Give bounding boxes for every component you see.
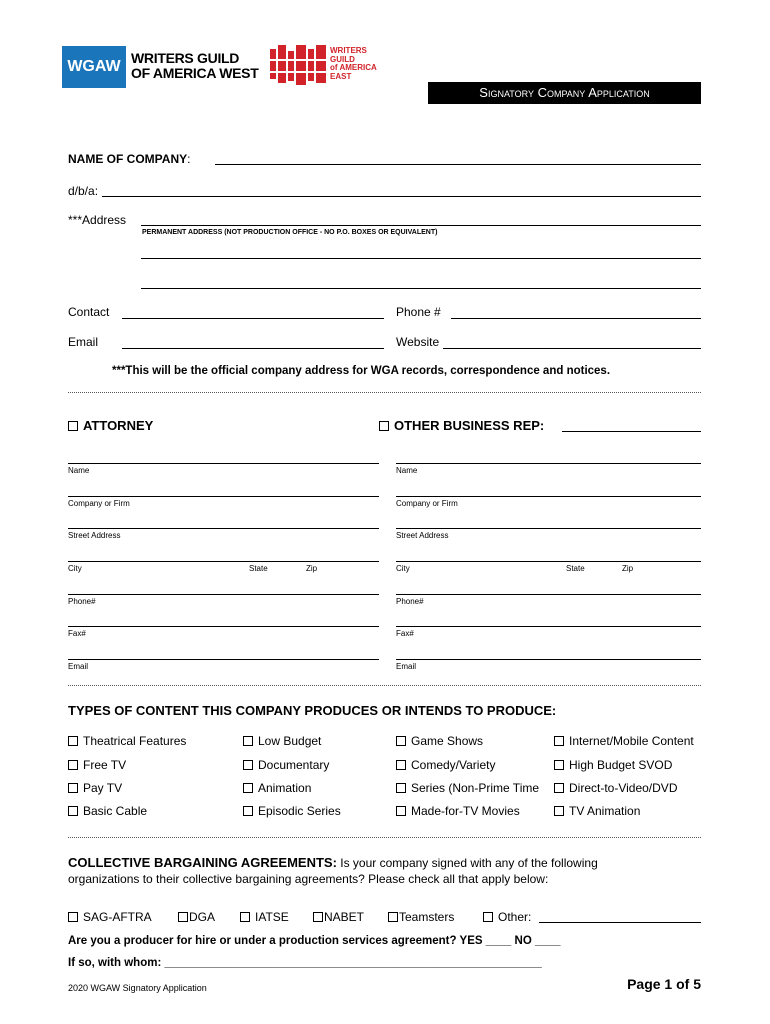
rep-city-field[interactable]	[396, 561, 701, 562]
rep-zip-label: Zip	[622, 564, 634, 573]
other-rep-heading[interactable]: OTHER BUSINESS REP:	[379, 418, 544, 433]
rep-phone-label: Phone#	[396, 597, 424, 606]
checkbox-icon[interactable]	[554, 760, 564, 770]
content-option-documentary[interactable]: Documentary	[243, 758, 329, 772]
wgae-logo-mark	[270, 45, 326, 85]
attorney-company-field[interactable]	[68, 496, 379, 497]
rep-city-label: City	[396, 564, 410, 573]
rep-company-label: Company or Firm	[396, 499, 458, 508]
content-option-comedy-variety[interactable]: Comedy/Variety	[396, 758, 495, 772]
checkbox-icon[interactable]	[178, 912, 188, 922]
website-label: Website	[396, 335, 440, 349]
checkbox-icon[interactable]	[243, 760, 253, 770]
email-field[interactable]	[122, 348, 384, 349]
attorney-city-label: City	[68, 564, 82, 573]
attorney-state-label: State	[249, 564, 268, 573]
attorney-city-field[interactable]	[68, 561, 379, 562]
content-option-episodic[interactable]: Episodic Series	[243, 804, 341, 818]
cba-option-other[interactable]: Other:	[483, 910, 531, 924]
dba-label: d/b/a:	[68, 184, 99, 198]
content-option-theatrical[interactable]: Theatrical Features	[68, 734, 186, 748]
cba-option-teamsters[interactable]: Teamsters	[388, 910, 454, 924]
checkbox-icon[interactable]	[379, 421, 389, 431]
cba-option-nabet[interactable]: NABET	[313, 910, 364, 924]
content-option-pay-tv[interactable]: Pay TV	[68, 781, 122, 795]
checkbox-icon[interactable]	[396, 736, 406, 746]
attorney-email-label: Email	[68, 662, 89, 671]
content-option-tv-animation[interactable]: TV Animation	[554, 804, 640, 818]
attorney-phone-field[interactable]	[68, 594, 379, 595]
checkbox-icon[interactable]	[554, 736, 564, 746]
attorney-fax-field[interactable]	[68, 626, 379, 627]
attorney-email-field[interactable]	[68, 659, 379, 660]
address-field-line2[interactable]	[141, 258, 701, 259]
wgaw-logo-text	[131, 51, 258, 81]
wgaw-logo-line1: WRITERS GUILD	[131, 50, 240, 66]
attorney-company-label: Company or Firm	[68, 499, 130, 508]
phone-field[interactable]	[451, 318, 701, 319]
wgae-logo-line: EAST	[330, 71, 352, 81]
checkbox-icon[interactable]	[483, 912, 493, 922]
attorney-name-field[interactable]	[68, 463, 379, 464]
checkbox-icon[interactable]	[68, 760, 78, 770]
rep-phone-field[interactable]	[396, 594, 701, 595]
cba-option-dga[interactable]: DGA	[178, 910, 215, 924]
checkbox-icon[interactable]	[388, 912, 398, 922]
checkbox-icon[interactable]	[243, 806, 253, 816]
content-types-heading: TYPES OF CONTENT THIS COMPANY PRODUCES OR INTENDS TO PRODUCE:	[68, 703, 557, 718]
dba-field[interactable]	[102, 196, 701, 197]
checkbox-icon[interactable]	[68, 783, 78, 793]
content-option-series-non-prime[interactable]: Series (Non-Prime Time	[396, 781, 539, 795]
rep-fax-label: Fax#	[396, 629, 414, 638]
rep-company-field[interactable]	[396, 496, 701, 497]
rep-street-field[interactable]	[396, 528, 701, 529]
wgae-logo-line: GUILD	[330, 54, 355, 64]
page-number: Page 1 of 5	[627, 976, 701, 992]
company-name-label: NAME OF COMPANY:	[68, 152, 191, 166]
checkbox-icon[interactable]	[396, 783, 406, 793]
content-option-direct-to-video[interactable]: Direct-to-Video/DVD	[554, 781, 677, 795]
rep-name-label: Name	[396, 466, 418, 475]
content-option-free-tv[interactable]: Free TV	[68, 758, 126, 772]
company-name-field[interactable]	[215, 164, 701, 165]
content-option-high-budget-svod[interactable]: High Budget SVOD	[554, 758, 672, 772]
section-divider	[68, 837, 701, 838]
section-divider	[68, 392, 701, 393]
address-field-line3[interactable]	[141, 288, 701, 289]
checkbox-icon[interactable]	[68, 736, 78, 746]
page-title: Signatory Company Application	[428, 82, 701, 104]
rep-email-field[interactable]	[396, 659, 701, 660]
cba-option-sag-aftra[interactable]: SAG-AFTRA	[68, 910, 152, 924]
checkbox-icon[interactable]	[243, 783, 253, 793]
rep-email-label: Email	[396, 662, 417, 671]
checkbox-icon[interactable]	[396, 806, 406, 816]
wgae-logo-line: WRITERS	[330, 46, 367, 55]
cba-question-cont: organizations to their collective bargaining agreements? Please check all that apply below:	[68, 872, 549, 886]
producer-with-whom: If so, with whom: ___________________________________________________________	[68, 957, 542, 969]
checkbox-icon[interactable]	[243, 736, 253, 746]
phone-label: Phone #	[396, 305, 441, 319]
rep-fax-field[interactable]	[396, 626, 701, 627]
cba-heading-line	[68, 855, 598, 870]
checkbox-icon[interactable]	[554, 783, 564, 793]
content-option-internet-mobile[interactable]: Internet/Mobile Content	[554, 734, 694, 748]
footer-doc-name: 2020 WGAW Signatory Application	[68, 983, 207, 993]
attorney-street-field[interactable]	[68, 528, 379, 529]
checkbox-icon[interactable]	[68, 421, 78, 431]
address-label: ***Address	[68, 213, 127, 227]
section-divider	[68, 685, 701, 686]
website-field[interactable]	[443, 348, 701, 349]
content-option-game-shows[interactable]: Game Shows	[396, 734, 483, 748]
checkbox-icon[interactable]	[313, 912, 323, 922]
checkbox-icon[interactable]	[554, 806, 564, 816]
attorney-street-label: Street Address	[68, 531, 121, 540]
wgae-logo-line: of AMERICA	[330, 63, 377, 73]
wgae-logo-text	[330, 47, 377, 81]
content-option-low-budget[interactable]: Low Budget	[243, 734, 321, 748]
attorney-heading[interactable]: ATTORNEY	[68, 418, 153, 433]
checkbox-icon[interactable]	[396, 760, 406, 770]
checkbox-icon[interactable]	[68, 806, 78, 816]
email-label: Email	[68, 335, 99, 349]
wgaw-logo-badge: WGAW	[62, 46, 126, 88]
cba-question: Is your company signed with any of the following	[340, 856, 598, 870]
contact-label: Contact	[68, 305, 110, 319]
content-option-basic-cable[interactable]: Basic Cable	[68, 804, 147, 818]
attorney-phone-label: Phone#	[68, 597, 96, 606]
rep-street-label: Street Address	[396, 531, 449, 540]
wgaw-logo-line2: OF AMERICA WEST	[131, 65, 259, 81]
checkbox-icon[interactable]	[240, 912, 250, 922]
cba-heading: COLLECTIVE BARGAINING AGREEMENTS:	[68, 855, 337, 870]
content-option-animation[interactable]: Animation	[243, 781, 311, 795]
attorney-fax-label: Fax#	[68, 629, 86, 638]
content-option-made-for-tv[interactable]: Made-for-TV Movies	[396, 804, 520, 818]
producer-question: Are you a producer for hire or under a production services agreement? YES ____ NO ____	[68, 935, 561, 947]
cba-other-field[interactable]	[539, 922, 701, 923]
rep-state-label: State	[566, 564, 585, 573]
address-footnote: ***This will be the official company address for WGA records, correspondence and notices.	[112, 365, 611, 377]
checkbox-icon[interactable]	[68, 912, 78, 922]
address-field-line1[interactable]	[141, 225, 701, 226]
rep-name-field[interactable]	[396, 463, 701, 464]
attorney-name-label: Name	[68, 466, 90, 475]
cba-option-iatse[interactable]: IATSE	[240, 910, 289, 924]
address-note: PERMANENT ADDRESS (NOT PRODUCTION OFFICE - NO P.O. BOXES OR EQUIVALENT)	[142, 229, 438, 236]
contact-field[interactable]	[122, 318, 384, 319]
other-rep-field[interactable]	[562, 431, 701, 432]
attorney-zip-label: Zip	[306, 564, 318, 573]
